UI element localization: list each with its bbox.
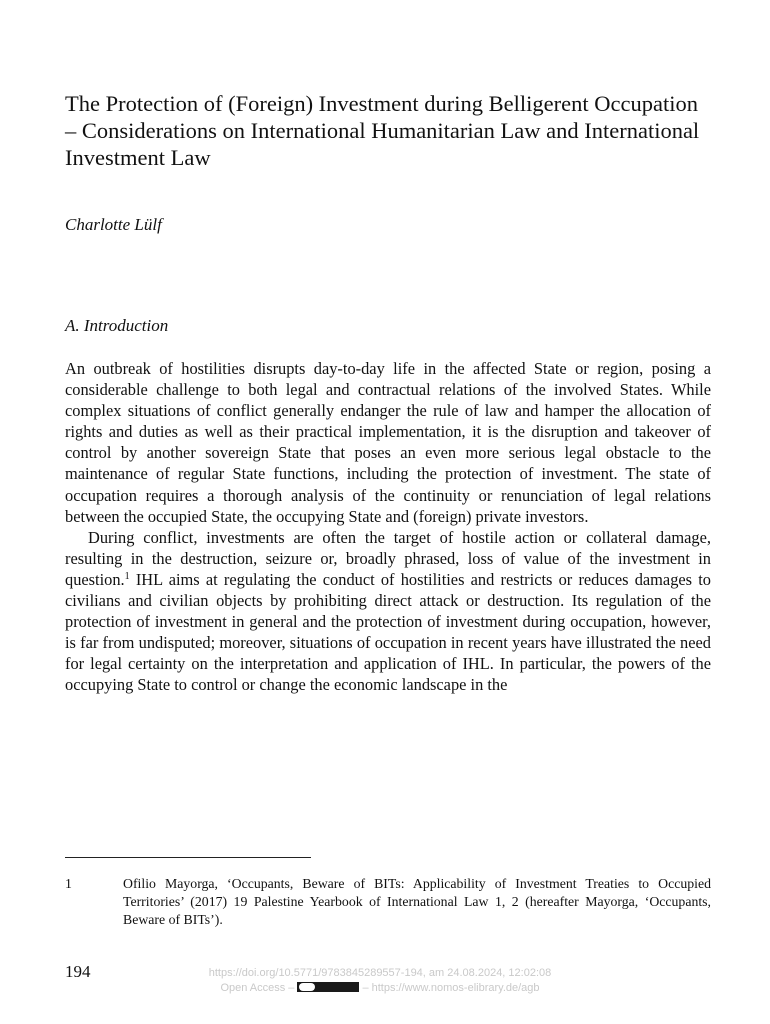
- watermark-text: Open Access –: [220, 981, 295, 994]
- watermark-doi-line: https://doi.org/10.5771/9783845289557-194, am 24.08.2024, 12:02:08: [208, 967, 552, 979]
- page-number: 194: [65, 962, 91, 981]
- footnote-text: Ofilio Mayorga, ‘Occupants, Beware of BITs: Applicability of Investment Treaties to Occupied Territories’ (2017) 19 Palestine Yearbook of International Law 1, 2 (hereafter Mayorga, ‘Occupants, Beware of BITs’).: [123, 876, 711, 927]
- body-text: [65, 358, 711, 696]
- paragraph: [65, 527, 711, 696]
- section-heading: A. Introduction: [65, 316, 169, 335]
- paragraph: An outbreak of hostilities disrupts day-to-day life in the affected State or region, posing a considerable challenge to both legal and contractual relations of the involved States. While complex situations of conflict generally endanger the rule of law and hamper the allocation of rights and duties as well as their practical implementation, it is the disruption and takeover of control by another sovereign State that poses an even more serious legal obstacle to the maintenance of regular State functions, including the protection of investment. The state of occupation requires a thorough analysis of the continuity or renunciation of legal relations between the occupied State, the occupying State and (foreign) private investors.: [65, 359, 711, 526]
- watermark-license-line: [150, 981, 610, 996]
- access-watermark: [150, 966, 610, 995]
- watermark-text: – https://www.nomos-elibrary.de/agb: [362, 981, 540, 994]
- cc-by-badge-icon: [297, 982, 359, 992]
- footnote: [65, 875, 711, 929]
- footnote-divider: [65, 857, 311, 858]
- footnote-number: 1: [65, 876, 72, 891]
- footnote-reference[interactable]: 1: [124, 570, 130, 582]
- paragraph-text: IHL aims at regulating the conduct of hostilities and restricts or reduces damages to civilians and civilian objects by prohibiting direct attack or destruction. Its regulation of the protection of investment in general and the protection of investment during occupation, however, is far from undisputed; moreover, situations of occupation in recent years have illustrated the need for legal certainty on the interpretation and application of IHL. In particular, the powers of the occupying State to control or change the economic landscape in the: [65, 569, 711, 695]
- chapter-title: The Protection of (Foreign) Investment during Belligerent Occupation – Considerations on International Humanitarian Law and International Investment Law: [65, 91, 700, 170]
- author-name: Charlotte Lülf: [65, 215, 162, 234]
- paragraph-text: During conflict, investments are often the target of hostile action or collateral damage, resulting in the destruction, seizure or, broadly phrased, loss of value of the investment in question.: [65, 527, 711, 589]
